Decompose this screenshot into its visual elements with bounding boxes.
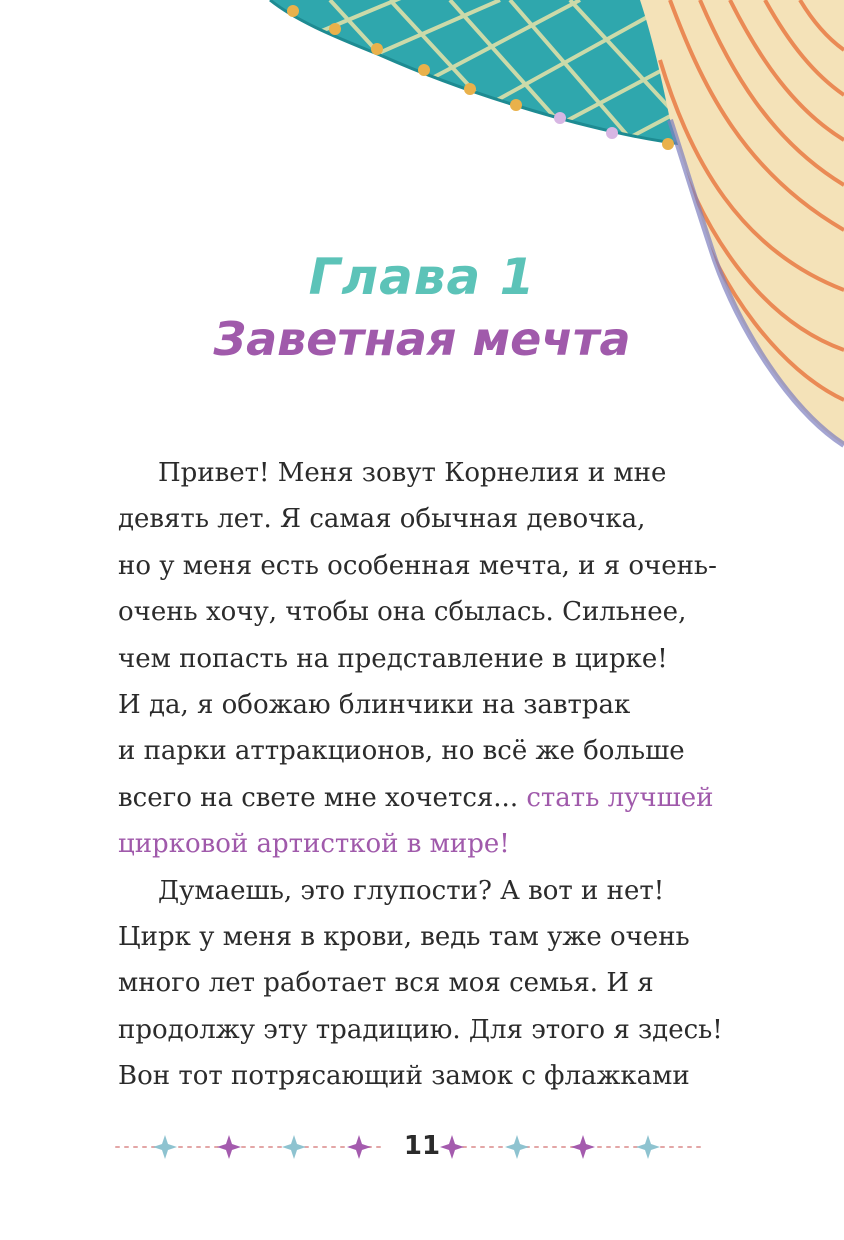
- page-number: 11: [403, 1131, 441, 1161]
- star-icon: [636, 1135, 660, 1159]
- text-segment: всего на свете мне хочется...: [118, 782, 519, 813]
- highlighted-text-line: цирковой артисткой в мире!: [118, 829, 510, 860]
- star-icon: [217, 1135, 241, 1159]
- circus-tent-illustration: [0, 0, 844, 460]
- star-icon: [282, 1135, 306, 1159]
- text-line: И да, я обожаю блинчики на завтрак: [118, 689, 631, 720]
- text-line: чем попасть на представление в цирке!: [118, 643, 668, 674]
- chapter-number: Глава 1: [308, 248, 536, 306]
- teal-drape-art: [270, 0, 710, 150]
- text-line: Цирк у меня в крови, ведь там уже очень: [118, 921, 690, 952]
- text-line: но у меня есть особенная мечта, и я очень-: [118, 550, 717, 581]
- text-line: продолжу эту традицию. Для этого я здесь!: [118, 1014, 723, 1045]
- text-line: девять лет. Я самая обычная девочка,: [118, 504, 646, 535]
- chapter-body: [118, 450, 738, 1099]
- text-line: много лет работает вся моя семья. И я: [118, 968, 654, 999]
- striped-drape-art: [640, 0, 844, 445]
- highlighted-text: стать лучшей: [526, 782, 714, 813]
- text-line: [118, 775, 738, 821]
- star-icon: [347, 1135, 371, 1159]
- text-line: Думаешь, это глупости? А вот и нет!: [158, 875, 665, 906]
- text-line: очень хочу, чтобы она сбылась. Сильнее,: [118, 597, 687, 628]
- chapter-title: Заветная мечта: [213, 312, 631, 366]
- star-icon: [571, 1135, 595, 1159]
- star-icon: [153, 1135, 177, 1159]
- text-line: и парки аттракционов, но всё же больше: [118, 736, 685, 767]
- star-icon: [505, 1135, 529, 1159]
- text-line: Привет! Меня зовут Корнелия и мне: [158, 458, 667, 488]
- text-line: Вон тот потрясающий замок с флажками: [118, 1061, 690, 1092]
